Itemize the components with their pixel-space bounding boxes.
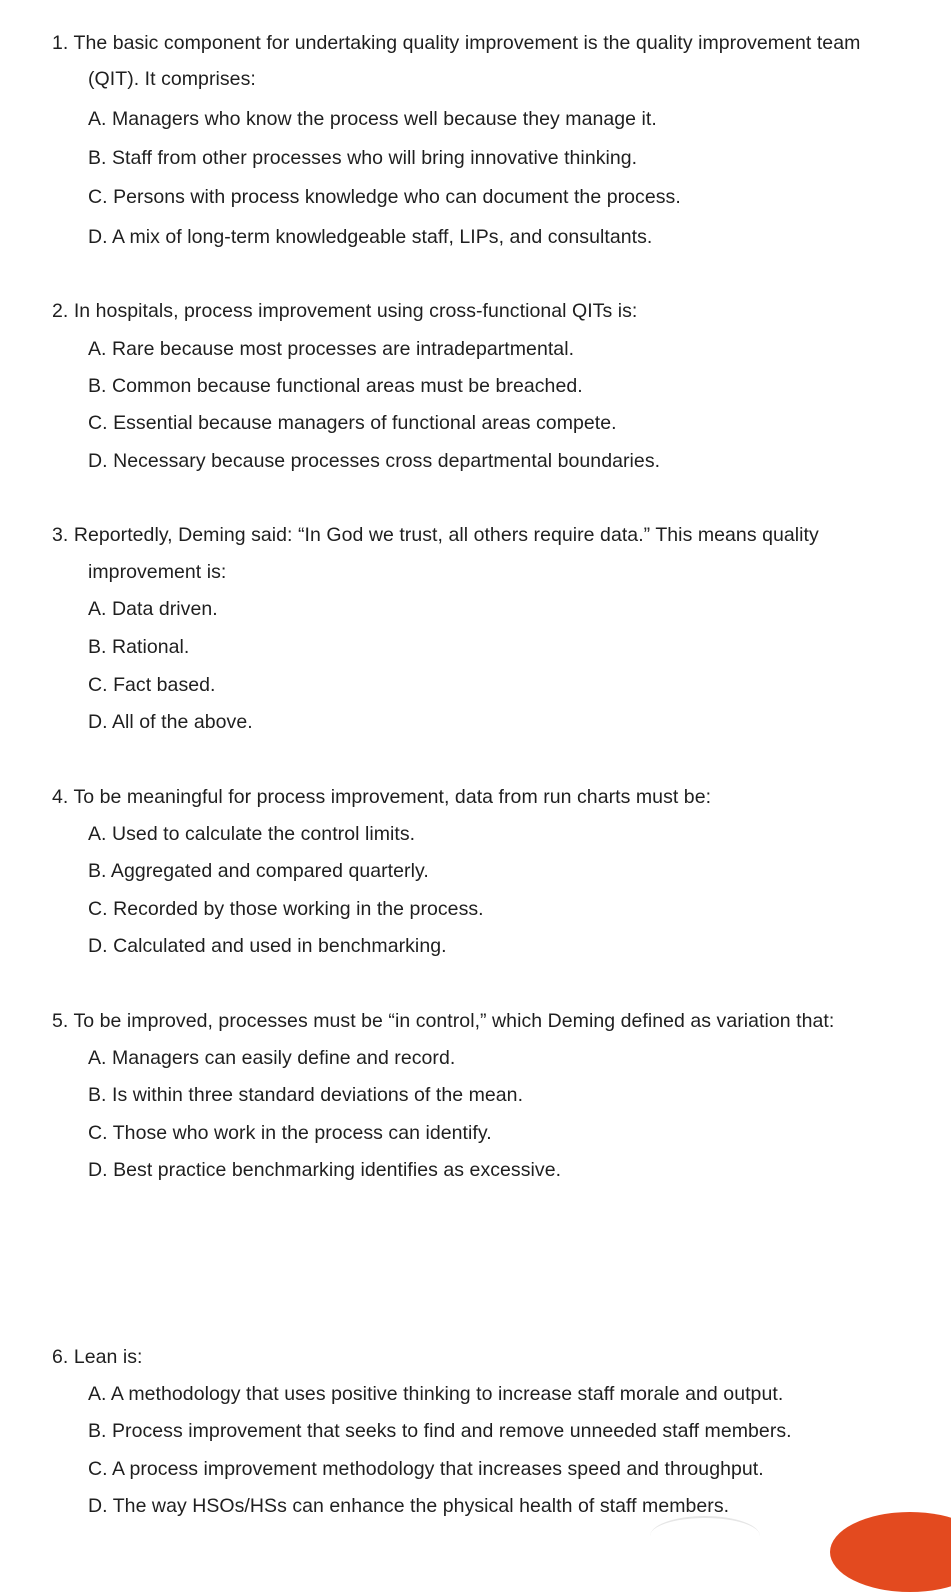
question-5-option-c: C. Those who work in the process can identify. <box>88 1122 492 1144</box>
question-4-option-c: C. Recorded by those working in the process. <box>88 898 484 920</box>
orange-corner-decoration <box>830 1512 951 1592</box>
question-2-option-c: C. Essential because managers of functional areas compete. <box>88 412 617 434</box>
question-2-stem-line-1: 2. In hospitals, process improvement using cross-functional QITs is: <box>52 300 638 322</box>
question-6-option-d: D. The way HSOs/HSs can enhance the physical health of staff members. <box>88 1495 730 1517</box>
question-2-option-d: D. Necessary because processes cross departmental boundaries. <box>88 450 661 472</box>
faint-arc-decoration <box>650 1516 760 1556</box>
question-1-stem-line-1: 1. The basic component for undertaking quality improvement is the quality improvement team <box>52 32 861 54</box>
question-2-option-a: A. Rare because most processes are intradepartmental. <box>88 338 575 360</box>
question-3-option-c: C. Fact based. <box>88 674 216 696</box>
question-3-option-d: D. All of the above. <box>88 711 253 733</box>
question-4-stem-line-1: 4. To be meaningful for process improvement, data from run charts must be: <box>52 786 712 808</box>
question-4-option-d: D. Calculated and used in benchmarking. <box>88 935 447 957</box>
question-4-option-a: A. Used to calculate the control limits. <box>88 823 416 845</box>
question-1-stem-line-2: (QIT). It comprises: <box>88 68 256 90</box>
question-1-option-d: D. A mix of long-term knowledgeable staff, LIPs, and consultants. <box>88 226 653 248</box>
question-1-option-b: B. Staff from other processes who will bring innovative thinking. <box>88 147 638 169</box>
question-1-option-c: C. Persons with process knowledge who can document the process. <box>88 186 681 208</box>
question-1-option-a: A. Managers who know the process well because they manage it. <box>88 108 657 130</box>
question-5-option-b: B. Is within three standard deviations of the mean. <box>88 1084 524 1106</box>
question-6-option-b: B. Process improvement that seeks to find and remove unneeded staff members. <box>88 1420 792 1442</box>
question-6-option-c: C. A process improvement methodology that increases speed and throughput. <box>88 1458 764 1480</box>
question-6-option-a: A. A methodology that uses positive thinking to increase staff morale and output. <box>88 1383 784 1405</box>
question-4-option-b: B. Aggregated and compared quarterly. <box>88 860 429 882</box>
question-3-stem-line-1: 3. Reportedly, Deming said: “In God we trust, all others require data.” This means quality <box>52 524 819 546</box>
question-2-option-b: B. Common because functional areas must be breached. <box>88 375 583 397</box>
question-5-option-d: D. Best practice benchmarking identifies as excessive. <box>88 1159 562 1181</box>
question-3-stem-line-2: improvement is: <box>88 561 227 583</box>
question-3-option-b: B. Rational. <box>88 636 190 658</box>
question-5-stem-line-1: 5. To be improved, processes must be “in control,” which Deming defined as variation that: <box>52 1010 835 1032</box>
question-3-option-a: A. Data driven. <box>88 598 218 620</box>
question-5-option-a: A. Managers can easily define and record. <box>88 1047 456 1069</box>
question-6-stem-line-1: 6. Lean is: <box>52 1346 143 1368</box>
